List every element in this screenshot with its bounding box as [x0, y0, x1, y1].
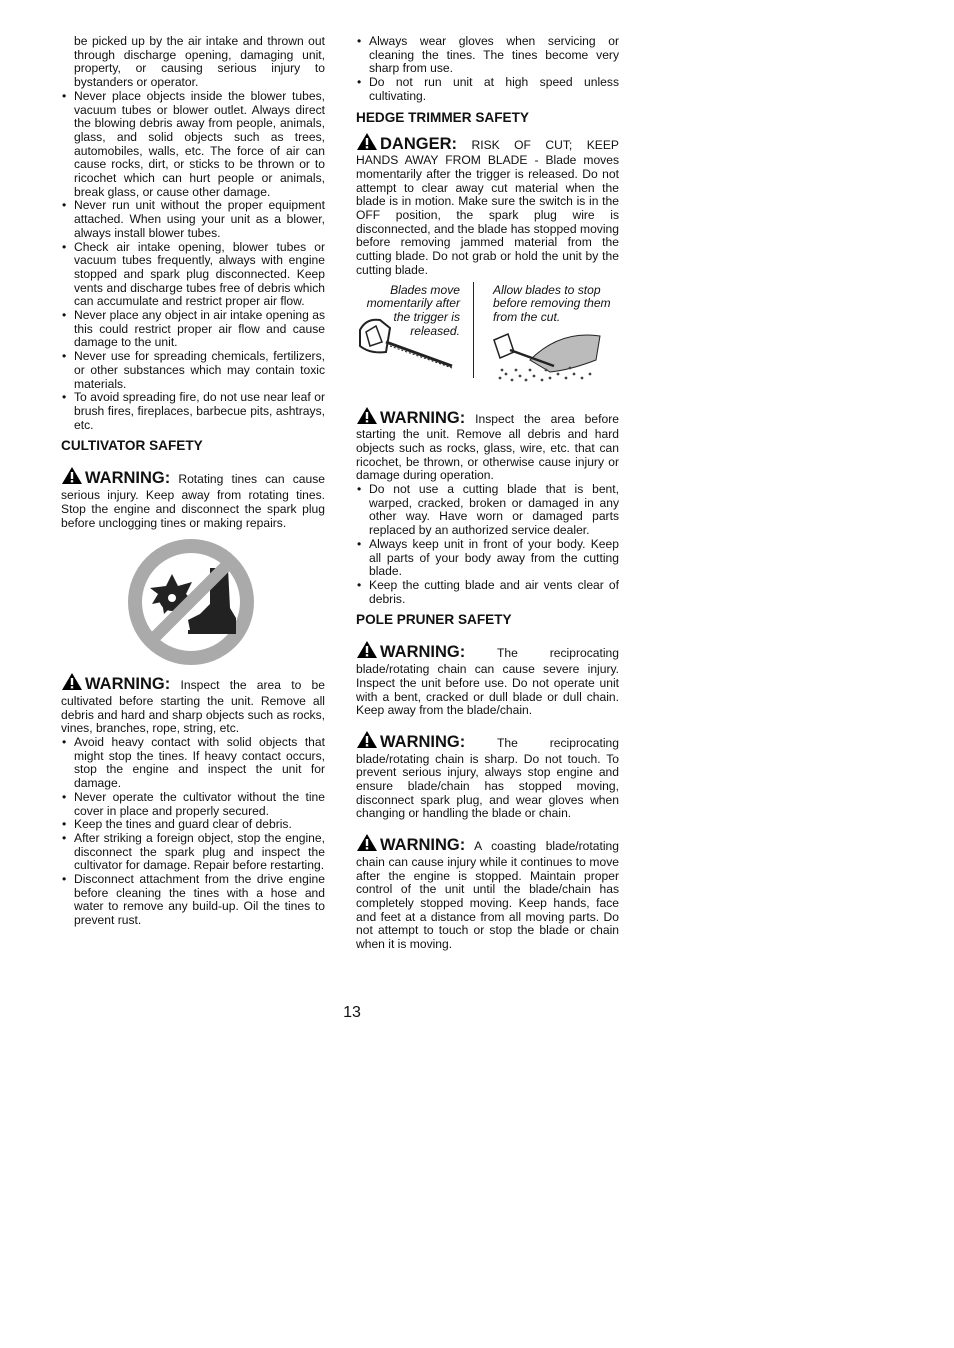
warning-text: Rotating tines can cause serious injury. Keep away from rotating tines. Stop the engine and disconnect the spark plug before unclogging tines or making repairs. — [61, 472, 325, 530]
list-item: • Do not run unit at high speed unless cultivating. — [356, 76, 619, 103]
list-item: • Disconnect attachment from the drive engine before cleaning the tines with a hose and water to remove any build-up. Oil the tines to prevent rust. — [61, 873, 325, 928]
safety-alert-icon — [356, 406, 378, 429]
hedge-warning — [356, 406, 619, 484]
list-item: • Never place any object in air intake opening as this could restrict proper air flow and cause damage to the unit. — [61, 309, 325, 350]
no-foot-near-tines-icon — [124, 538, 258, 666]
list-item: • Always keep unit in front of your body. Keep all parts of your body away from the cutting blade. — [356, 538, 619, 579]
cultivator-safety-list — [61, 736, 325, 928]
safety-alert-icon — [61, 466, 83, 489]
right-column — [356, 35, 619, 952]
list-item: • Never use for spreading chemicals, fertilizers, or other substances which may contain toxic materials. — [61, 350, 325, 391]
cultivator-safety-heading: CULTIVATOR SAFETY — [61, 438, 203, 454]
list-item: • Keep the tines and guard clear of debris. — [61, 818, 325, 832]
warning-text: A coasting blade/rotating chain can cause injury while it continues to move after the engine is stopped. Maintain proper control of the unit until the blade/chain has completely stopped moving. Keep hands, face and feet at a distance from all moving parts. Do not attempt to touch or stop the blade or chain when it is moving. — [356, 839, 619, 952]
list-item: • Check air intake opening, blower tubes or vacuum tubes frequently, always with engine stopped and spark plug disconnected. Keep vents and discharge tubes free of debris which can accumulate and restrict proper air flow. — [61, 241, 325, 310]
cultivator-continued-list — [356, 35, 619, 104]
pruner-warning-2 — [356, 730, 619, 821]
hedge-trimmer-safety-heading: HEDGE TRIMMER SAFETY — [356, 109, 529, 125]
hedge-caption-left: Blades move momentarily after the trigger is released. — [366, 282, 460, 338]
blower-safety-list — [61, 90, 325, 433]
cultivator-warning-1 — [61, 466, 325, 530]
list-item: • Never operate the cultivator without the tine cover in place and properly secured. — [61, 791, 325, 818]
safety-alert-icon — [356, 730, 378, 753]
list-item: • Do not use a cutting blade that is bent, warped, cracked, broken or damaged in any other way. Have worn or damaged parts replaced by an authorized service dealer. — [356, 483, 619, 538]
left-column — [61, 35, 325, 928]
warning-text: The reciprocating blade/rotating chain is sharp. Do not touch. To prevent serious injury, always stop engine and ensure blade/chain has stopped moving, disconnect spark plug, and wear gloves when changing or handling the blade or chain. — [356, 735, 619, 821]
list-item: • Avoid heavy contact with solid objects that might stop the tines. If heavy contact occurs, stop the engine and inspect the unit for damage. — [61, 736, 325, 791]
hedge-safety-list — [356, 483, 619, 606]
hedge-danger — [356, 132, 619, 278]
list-item: • Keep the cutting blade and air vents clear of debris. — [356, 579, 619, 606]
danger-text: RISK OF CUT; KEEP HANDS AWAY FROM BLADE - Blade moves momentarily after the trigger is released. Do not attempt to clear away cut material when the blade is in motion. Make sure the switch is in the OFF position, the spark plug wire is disconnected, and the blade has stopped moving before removing jammed material from the cutting blade. Do not grab or hold the unit by the cutting blade. — [356, 137, 619, 277]
list-item: • Always wear gloves when servicing or cleaning the tines. The tines become very sharp from use. — [356, 35, 619, 76]
safety-alert-icon — [356, 833, 378, 856]
pruner-warning-3 — [356, 833, 619, 952]
intro-continuation: be picked up by the air intake and thrown out through discharge opening, damaging unit, property, or causing serious injury to bystanders or operator. — [74, 34, 325, 90]
hedge-trimmer-figure — [356, 282, 619, 394]
warning-label: WARNING: — [380, 643, 466, 662]
hedge-caption-right: Allow blades to stop before removing them from the cut. — [493, 282, 611, 324]
safety-alert-icon — [356, 132, 378, 155]
list-item: • Never run unit without the proper equipment attached. When using your unit as a blower, always install blower tubes. — [61, 199, 325, 240]
warning-label: WARNING: — [380, 408, 466, 427]
figure-divider — [473, 282, 474, 378]
danger-label: DANGER: — [380, 134, 457, 153]
warning-label: WARNING: — [85, 675, 171, 694]
cultivator-warning-2 — [61, 672, 325, 736]
warning-label: WARNING: — [85, 469, 171, 488]
safety-alert-icon — [356, 640, 378, 663]
warning-label: WARNING: — [380, 732, 466, 751]
pruner-warning-1 — [356, 640, 619, 718]
warning-label: WARNING: — [380, 836, 466, 855]
safety-alert-icon — [61, 672, 83, 695]
hedge-cut-icon — [490, 330, 602, 384]
warning-text: The reciprocating blade/rotating chain can cause severe injury. Inspect the unit before use. Do not operate unit with a bent, cracked or dull blade or dull chain. Keep away from the blade/chain. — [356, 646, 619, 718]
prohibition-figure — [61, 538, 325, 666]
page-number: 13 — [343, 1004, 361, 1021]
list-item: • Never place objects inside the blower tubes, vacuum tubes or blower outlet. Always direct the blowing debris away from people, animals, glass, and solid objects such as trees, automobiles, walls, etc. The force of air can cause rocks, dirt, or sticks to be thrown or to ricochet which can hurt people or animals, break glass, or cause other damage. — [61, 90, 325, 200]
pole-pruner-safety-heading: POLE PRUNER SAFETY — [356, 612, 512, 628]
warning-text: Inspect the area before starting the unit. Remove all debris and hard objects such as rocks, glass, wire, etc. that can ricochet, be thrown, or otherwise cause injury or damage during operation. — [356, 411, 619, 483]
list-item: • To avoid spreading fire, do not use near leaf or brush fires, fireplaces, barbecue pits, ashtrays, etc. — [61, 391, 325, 432]
hedge-trimmer-icon — [356, 312, 456, 372]
warning-text: Inspect the area to be cultivated before starting the unit. Remove all debris and hard and sharp objects such as rocks, vines, branches, rope, string, etc. — [61, 678, 325, 736]
list-item: • After striking a foreign object, stop the engine, disconnect the spark plug and inspect the cultivator for damage. Repair before restarting. — [61, 832, 325, 873]
